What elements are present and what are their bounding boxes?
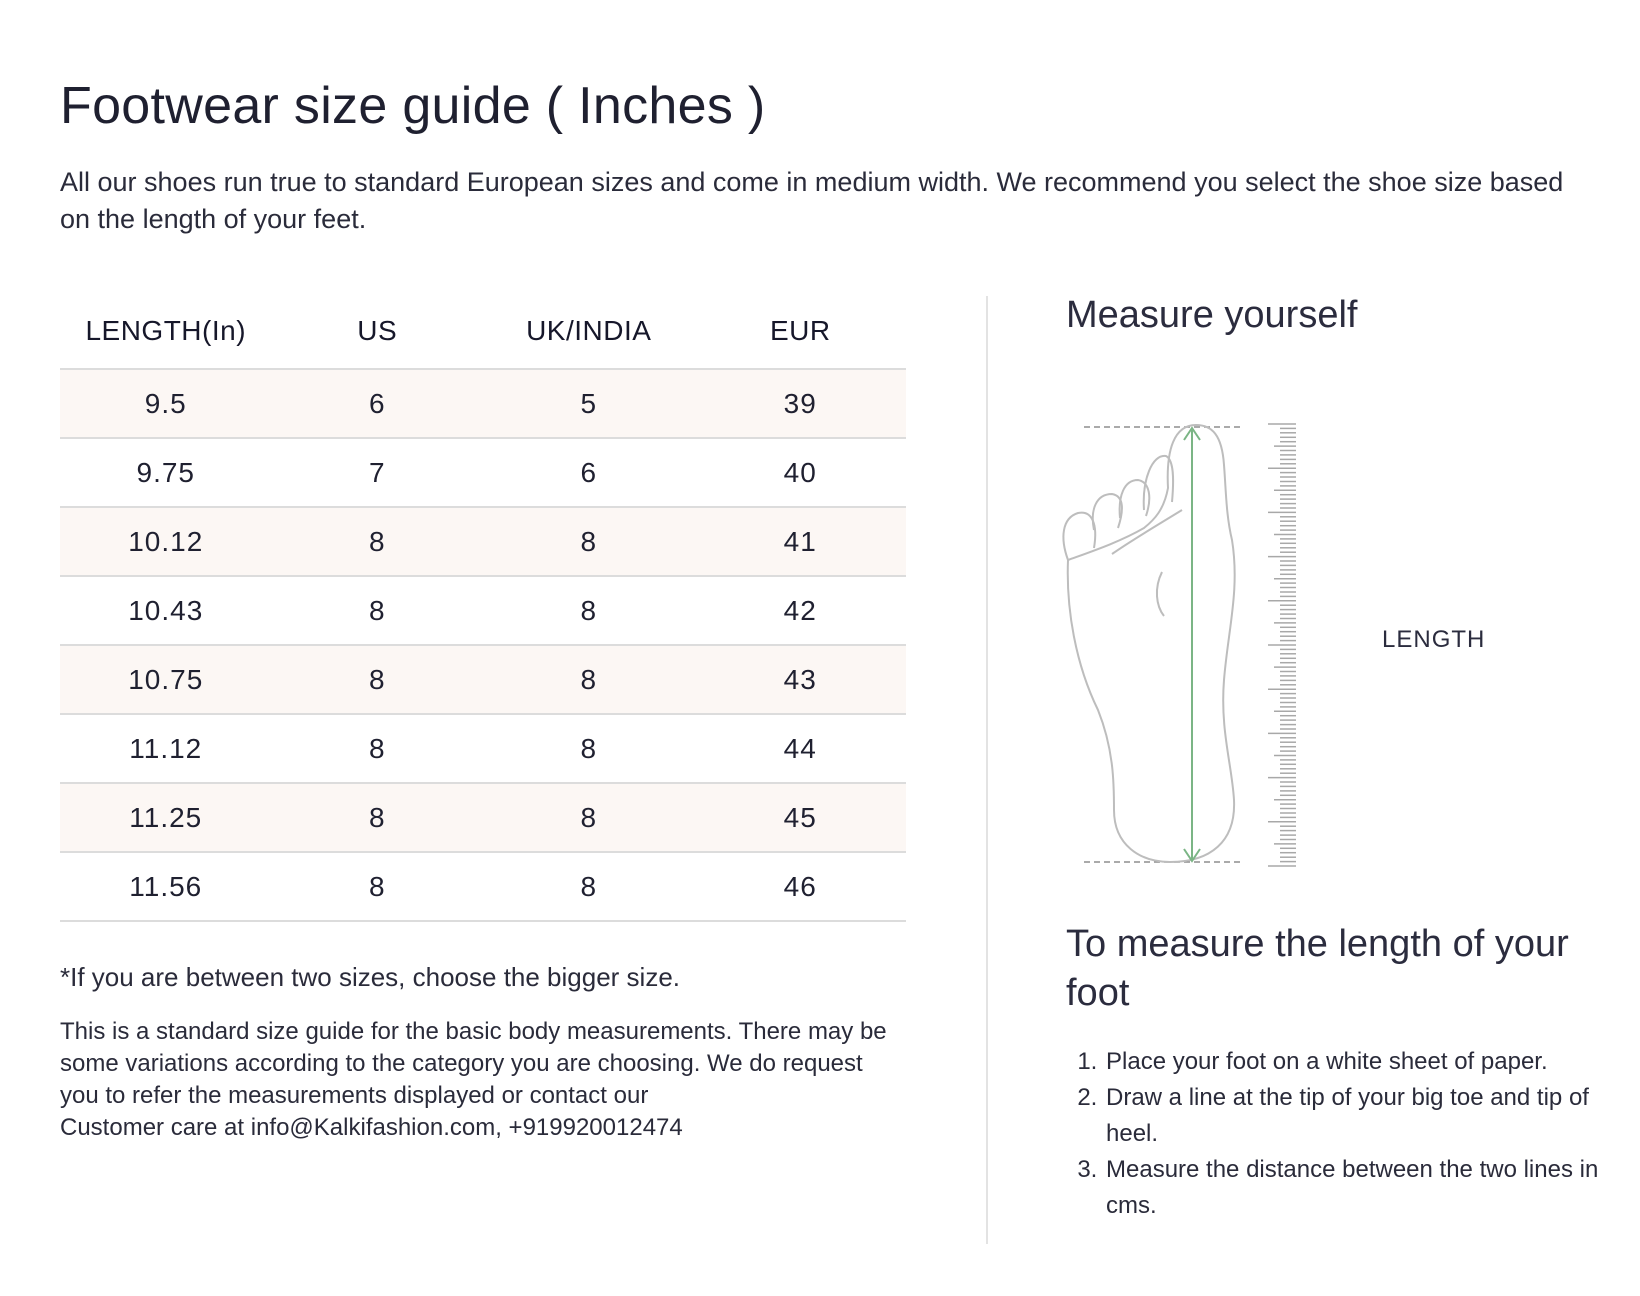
intro-text: All our shoes run true to standard European sizes and come in medium width. We recommend you select the shoe size based on the length of your feet. xyxy=(60,167,1564,234)
cell-us: 8 xyxy=(272,645,484,714)
table-row xyxy=(60,714,906,783)
measure-title: Measure yourself xyxy=(1066,294,1358,336)
header-eur: EUR xyxy=(695,294,907,369)
cell-uk-india: 6 xyxy=(483,438,695,507)
list-item: 2. Draw a line at the tip of your big toe and tip of heel. xyxy=(1104,1080,1624,1152)
howto-title: To measure the length of your foot xyxy=(1066,923,1569,1014)
size-table xyxy=(60,294,906,922)
cell-length: 11.56 xyxy=(60,852,272,921)
cell-length: 9.5 xyxy=(60,369,272,438)
ruler-icon xyxy=(1268,424,1296,866)
cell-uk-india: 8 xyxy=(483,645,695,714)
cell-us: 8 xyxy=(272,783,484,852)
table-row xyxy=(60,507,906,576)
cell-length: 10.12 xyxy=(60,507,272,576)
cell-length: 11.12 xyxy=(60,714,272,783)
cell-uk-india: 8 xyxy=(483,852,695,921)
header-uk-india: UK/INDIA xyxy=(483,294,695,369)
cell-us: 8 xyxy=(272,576,484,645)
disclaimer-line: This is a standard size guide for the basic body measurements. There may be xyxy=(60,1018,887,1045)
foot-illustration xyxy=(1060,410,1320,870)
size-table-header-row xyxy=(60,294,906,369)
table-row xyxy=(60,576,906,645)
cell-eur: 42 xyxy=(695,576,907,645)
header-length: LENGTH(In) xyxy=(60,294,272,369)
cell-eur: 40 xyxy=(695,438,907,507)
table-row xyxy=(60,438,906,507)
cell-uk-india: 5 xyxy=(483,369,695,438)
cell-uk-india: 8 xyxy=(483,507,695,576)
list-item: 1. Place your foot on a white sheet of paper. xyxy=(1104,1044,1624,1080)
cell-us: 8 xyxy=(272,852,484,921)
table-row xyxy=(60,783,906,852)
table-row xyxy=(60,369,906,438)
header-us: US xyxy=(272,294,484,369)
cell-eur: 41 xyxy=(695,507,907,576)
cell-uk-india: 8 xyxy=(483,714,695,783)
cell-us: 6 xyxy=(272,369,484,438)
disclaimer-line: some variations according to the category you are choosing. We do request xyxy=(60,1050,863,1077)
table-row xyxy=(60,645,906,714)
length-arrow xyxy=(1184,428,1200,861)
cell-length: 11.25 xyxy=(60,783,272,852)
cell-length: 9.75 xyxy=(60,438,272,507)
cell-us: 7 xyxy=(272,438,484,507)
disclaimer-line: you to refer the measurements displayed or contact our xyxy=(60,1082,649,1109)
foot-outline-icon xyxy=(1063,425,1234,862)
length-label: LENGTH xyxy=(1382,626,1486,653)
table-row xyxy=(60,852,906,921)
page-title: Footwear size guide ( Inches ) xyxy=(60,77,766,135)
disclaimer-text xyxy=(60,1016,900,1144)
disclaimer-line: Customer care at info@Kalkifashion.com, +919920012474 xyxy=(60,1114,683,1141)
cell-uk-india: 8 xyxy=(483,783,695,852)
cell-us: 8 xyxy=(272,714,484,783)
cell-uk-india: 8 xyxy=(483,576,695,645)
cell-eur: 46 xyxy=(695,852,907,921)
cell-eur: 45 xyxy=(695,783,907,852)
cell-length: 10.43 xyxy=(60,576,272,645)
cell-eur: 44 xyxy=(695,714,907,783)
cell-eur: 43 xyxy=(695,645,907,714)
size-note: *If you are between two sizes, choose the bigger size. xyxy=(60,962,681,992)
column-divider xyxy=(986,296,988,1244)
steps-list xyxy=(1068,1044,1624,1224)
list-item: 3. Measure the distance between the two lines in cms. xyxy=(1104,1152,1624,1224)
cell-us: 8 xyxy=(272,507,484,576)
cell-eur: 39 xyxy=(695,369,907,438)
cell-length: 10.75 xyxy=(60,645,272,714)
